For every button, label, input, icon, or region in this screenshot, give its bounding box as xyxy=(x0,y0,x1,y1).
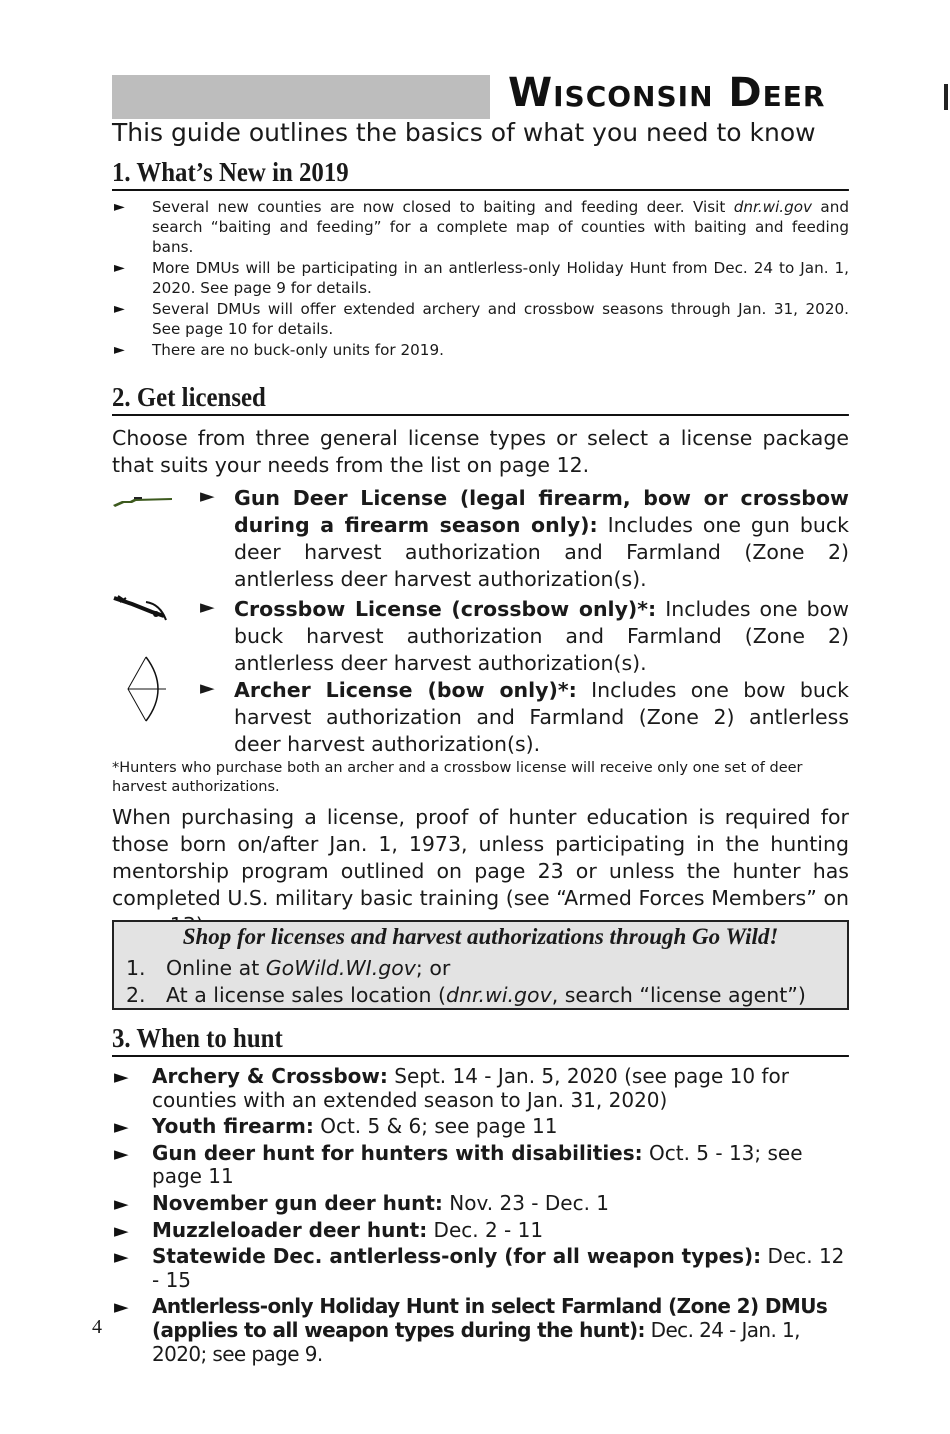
shop-list xyxy=(114,955,806,1009)
page-title: Wisconsin Deer xyxy=(508,70,826,116)
arrow-bullet-icon: ► xyxy=(114,1219,129,1242)
shop-box xyxy=(112,920,849,1010)
header-edge-mark xyxy=(944,84,948,110)
license-gun: ► Gun Deer License (legal firearm, bow or crossbow during a firearm season only): Includes one gun buck deer harvest authorization and Farmland (Zone 2) antlerless deer harvest authorization(s). xyxy=(112,485,849,593)
list-item: ► Archery & Crossbow: Sept. 14 - Jan. 5, 2020 (see page 10 for counties with an extended season to Jan. 31, 2020) xyxy=(114,1064,789,1112)
rifle-icon xyxy=(112,493,174,512)
list-item: ► Antlerless-only Holiday Hunt in select Farmland (Zone 2) DMUs (applies to all weapon types during the hunt): Dec. 24 - Jan. 1, 2020; see page 9. xyxy=(114,1294,828,1366)
section-heading-whats-new: 1. What’s New in 2019 xyxy=(112,157,849,191)
arrow-bullet-icon: ► xyxy=(200,596,215,618)
list-item: 1. Online at GoWild.WI.gov; or xyxy=(126,956,451,980)
list-item: ► Youth firearm: Oct. 5 & 6; see page 11 xyxy=(114,1114,558,1139)
arrow-bullet-icon: ► xyxy=(200,677,215,699)
arrow-bullet-icon: ► xyxy=(114,1116,129,1139)
arrow-bullet-icon: ► xyxy=(114,260,125,276)
list-item: ► Muzzleloader deer hunt: Dec. 2 - 11 xyxy=(114,1217,544,1242)
header-gray-bar xyxy=(112,75,490,119)
license-archer: ► Archer License (bow only)*: Includes one bow buck harvest authorization and Farmland (Zone 2) antlerless deer harvest authorization(s). xyxy=(112,677,849,758)
arrow-bullet-icon: ► xyxy=(114,1296,129,1319)
arrow-bullet-icon: ► xyxy=(114,199,125,215)
arrow-bullet-icon: ► xyxy=(114,301,125,317)
dnr-link[interactable]: dnr.wi.gov xyxy=(733,198,813,216)
list-item: 2. At a license sales location (dnr.wi.gov, search “license agent”) xyxy=(126,983,806,1007)
page-number: 4 xyxy=(92,1316,102,1338)
list-item: ► There are no buck-only units for 2019. xyxy=(114,341,444,359)
license-footnote: *Hunters who purchase both an archer and a crossbow license will receive only one set of deer harvest authorizations. xyxy=(112,760,803,795)
list-item: ► Several new counties are now closed to baiting and feeding deer. Visit dnr.wi.gov and search “baiting and feeding” for a complete map of counties with baiting and feeding bans. xyxy=(114,198,849,256)
hunt-dates-list xyxy=(112,1065,849,1369)
whats-new-list xyxy=(112,197,849,361)
list-item: ► More DMUs will be participating in an antlerless-only Holiday Hunt from Dec. 24 to Jan. 1, 2020. See page 9 for details. xyxy=(114,259,849,297)
hunter-education-paragraph: When purchasing a license, proof of hunter education is required for those born on/after Jan. 1, 1973, unless participating in the hunting mentorship program outlined on page 23 or unless the hunter has completed U.S. military basic training (see “Armed Forces Members” on xyxy=(112,805,849,910)
dnr-link[interactable]: dnr.wi.gov xyxy=(445,983,552,1007)
shop-title: Shop for licenses and harvest authorizations through Go Wild! xyxy=(182,924,779,949)
arrow-bullet-icon: ► xyxy=(114,1142,129,1165)
list-item: ► Several DMUs will offer extended archery and crossbow seasons through Jan. 31, 2020. See page 10 for details. xyxy=(114,300,849,338)
arrow-bullet-icon: ► xyxy=(114,1246,129,1269)
arrow-bullet-icon: ► xyxy=(200,485,215,507)
bow-icon xyxy=(126,655,168,727)
list-item: ► Statewide Dec. antlerless-only (for all weapon types): Dec. 12 - 15 xyxy=(114,1244,845,1292)
arrow-bullet-icon: ► xyxy=(114,342,125,358)
arrow-bullet-icon: ► xyxy=(114,1192,129,1215)
crossbow-icon xyxy=(112,594,174,628)
arrow-bullet-icon: ► xyxy=(114,1066,129,1088)
list-item: ► Gun deer hunt for hunters with disabilities: Oct. 5 - 13; see page 11 xyxy=(114,1140,803,1189)
license-crossbow: ► Crossbow License (crossbow only)*: Includes one bow buck harvest authorization and Farmland (Zone 2) antlerless deer harvest authorization(s). xyxy=(112,596,849,677)
page-subtitle: This guide outlines the basics of what you need to know xyxy=(112,118,816,147)
section-heading-when-to-hunt: 3. When to hunt xyxy=(112,1023,849,1057)
license-intro: Choose from three general license types or select a license package that suits your needs from the list on page 12. xyxy=(112,426,849,477)
section-heading-get-licensed: 2. Get licensed xyxy=(112,382,849,416)
gowild-link[interactable]: GoWild.WI.gov xyxy=(265,956,416,980)
list-item: ► November gun deer hunt: Nov. 23 - Dec. 1 xyxy=(114,1190,610,1215)
